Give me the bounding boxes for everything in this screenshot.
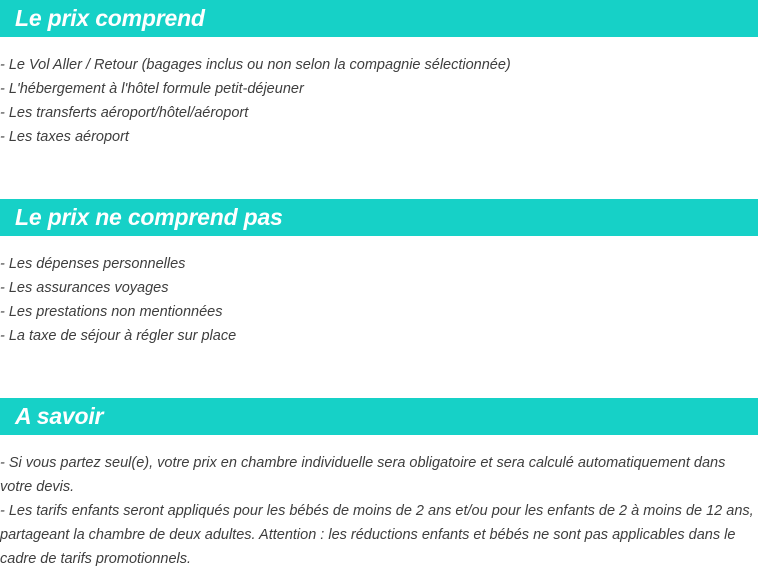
section-title-good-to-know: A savoir xyxy=(15,403,104,429)
list-item: - Le Vol Aller / Retour (bagages inclus ou non selon la compagnie sélectionnée) xyxy=(0,57,511,73)
included-list xyxy=(0,53,758,149)
list-item: - Les tarifs enfants seront appliqués pour les bébés de moins de 2 ans et/ou pour les enfants de 2 à moins de 12 ans, partageant la chambre de deux adultes. Attention : les réductions enfants et bébés ne sont pas applicables dans le cadre de tarifs promotionnels. xyxy=(0,503,754,567)
list-item: - L'hébergement à l'hôtel formule petit-déjeuner xyxy=(0,81,304,97)
list-item: - Les taxes aéroport xyxy=(0,129,129,145)
section-header-included xyxy=(0,0,758,37)
section-header-not-included xyxy=(0,199,758,236)
list-item: - Les assurances voyages xyxy=(0,280,169,296)
section-title-included: Le prix comprend xyxy=(15,5,205,31)
good-to-know-list xyxy=(0,451,758,571)
list-item: - Les transferts aéroport/hôtel/aéroport xyxy=(0,105,249,121)
section-header-good-to-know xyxy=(0,398,758,435)
section-title-not-included: Le prix ne comprend pas xyxy=(15,204,283,230)
list-item: - Les dépenses personnelles xyxy=(0,256,186,272)
list-item: - Les prestations non mentionnées xyxy=(0,304,223,320)
not-included-list xyxy=(0,252,758,348)
list-item: - La taxe de séjour à régler sur place xyxy=(0,328,237,344)
list-item: - Si vous partez seul(e), votre prix en chambre individuelle sera obligatoire et sera calculé automatiquement dans votre devis. xyxy=(0,455,726,495)
